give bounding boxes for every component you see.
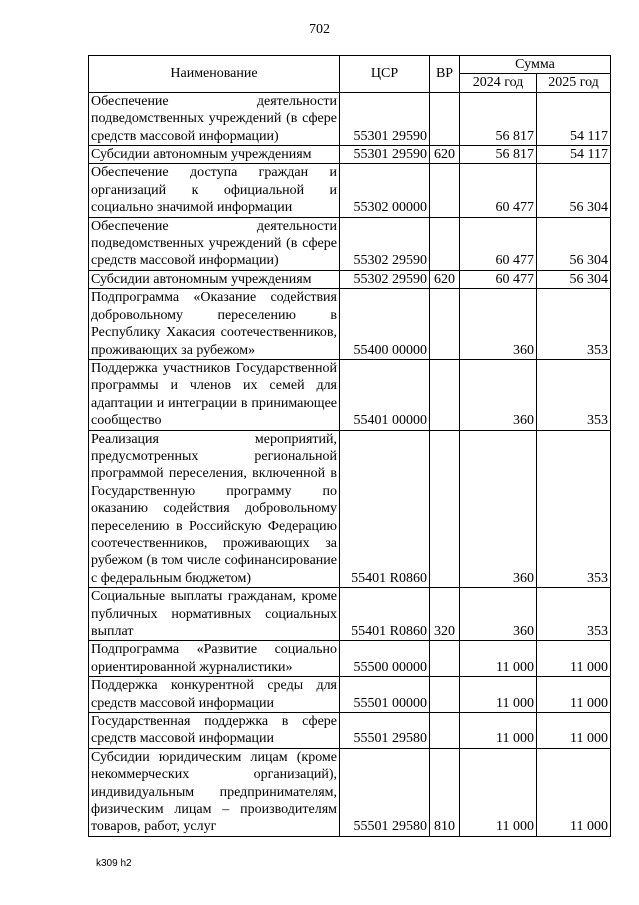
row-vr	[430, 430, 460, 588]
row-name: Подпрограмма «Оказание содействия добровольному переселению в Республику Хакасия соотечественников, проживающих за рубежом»	[89, 289, 340, 360]
table-row	[89, 588, 611, 641]
row-sum-2025: 11 000	[537, 641, 611, 677]
table-row	[89, 359, 611, 430]
row-name: Подпрограмма «Развитие социально ориентированной журналистики»	[89, 641, 340, 677]
header-vr: ВР	[430, 56, 460, 93]
row-vr: 320	[430, 588, 460, 641]
row-vr	[430, 164, 460, 217]
budget-table	[88, 55, 611, 837]
row-sum-2024: 60 477	[460, 164, 537, 217]
row-sum-2025: 56 304	[537, 217, 611, 270]
row-name: Поддержка участников Государственной программы и членов их семей для адаптации и интеграции в принимающее сообщество	[89, 359, 340, 430]
row-sum-2024: 11 000	[460, 748, 537, 836]
table-row	[89, 164, 611, 217]
row-csr: 55401 R0860	[340, 430, 430, 588]
table-row	[89, 748, 611, 836]
page-number: 702	[309, 22, 330, 37]
row-sum-2024: 60 477	[460, 217, 537, 270]
row-sum-2025: 353	[537, 289, 611, 360]
table-row	[89, 217, 611, 270]
row-name: Поддержка конкурентной среды для средств массовой информации	[89, 677, 340, 713]
header-name: Наименование	[89, 56, 340, 93]
row-sum-2025: 56 304	[537, 164, 611, 217]
row-name: Социальные выплаты гражданам, кроме публичных нормативных социальных выплат	[89, 588, 340, 641]
row-sum-2025: 353	[537, 588, 611, 641]
row-name: Обеспечение доступа граждан и организаций к официальной и социально значимой информации	[89, 164, 340, 217]
table-row	[89, 270, 611, 288]
row-sum-2025: 54 117	[537, 92, 611, 145]
table-row	[89, 289, 611, 360]
row-sum-2024: 11 000	[460, 641, 537, 677]
row-sum-2025: 11 000	[537, 713, 611, 749]
header-csr: ЦСР	[340, 56, 430, 93]
row-csr: 55302 29590	[340, 270, 430, 288]
table-row	[89, 641, 611, 677]
row-csr: 55400 00000	[340, 289, 430, 360]
header-year-2024: 2024 год	[460, 74, 537, 92]
row-name: Обеспечение деятельности подведомственных учреждений (в сфере средств массовой информации)	[89, 92, 340, 145]
row-csr: 55401 R0860	[340, 588, 430, 641]
row-csr: 55301 29590	[340, 92, 430, 145]
row-vr	[430, 677, 460, 713]
table-row	[89, 430, 611, 588]
row-sum-2024: 360	[460, 359, 537, 430]
row-sum-2025: 54 117	[537, 146, 611, 164]
row-vr: 620	[430, 146, 460, 164]
row-sum-2024: 60 477	[460, 270, 537, 288]
row-csr: 55302 29590	[340, 217, 430, 270]
row-name: Субсидии автономным учреждениям	[89, 146, 340, 164]
row-sum-2025: 11 000	[537, 748, 611, 836]
row-sum-2024: 56 817	[460, 146, 537, 164]
row-sum-2024: 360	[460, 430, 537, 588]
row-sum-2024: 360	[460, 588, 537, 641]
header-sum: Сумма	[460, 56, 611, 74]
row-csr: 55501 00000	[340, 677, 430, 713]
table-row	[89, 677, 611, 713]
row-vr	[430, 713, 460, 749]
table-row	[89, 146, 611, 164]
row-vr	[430, 641, 460, 677]
row-vr	[430, 289, 460, 360]
row-sum-2025: 11 000	[537, 677, 611, 713]
row-name: Реализация мероприятий, предусмотренных региональной программой переселения, включенной в Государственную программу по оказанию содействия добровольному переселению в Российскую Федерацию соотечественников, проживающих за рубежом (в том числе софинансирование с федеральным бюджетом)	[89, 430, 340, 588]
row-csr: 55501 29580	[340, 713, 430, 749]
row-sum-2025: 353	[537, 430, 611, 588]
row-sum-2024: 11 000	[460, 713, 537, 749]
header-year-2025: 2025 год	[537, 74, 611, 92]
row-name: Субсидии юридическим лицам (кроме некоммерческих организаций), индивидуальным предпринимателям, физическим лицам – производителям товаров, работ, услуг	[89, 748, 340, 836]
row-name: Субсидии автономным учреждениям	[89, 270, 340, 288]
row-sum-2025: 56 304	[537, 270, 611, 288]
row-sum-2025: 353	[537, 359, 611, 430]
row-name: Обеспечение деятельности подведомственных учреждений (в сфере средств массовой информации)	[89, 217, 340, 270]
row-sum-2024: 360	[460, 289, 537, 360]
row-csr: 55501 29580	[340, 748, 430, 836]
footer-code: k309 h2	[96, 858, 132, 869]
row-vr: 810	[430, 748, 460, 836]
table-row	[89, 713, 611, 749]
table-row	[89, 92, 611, 145]
row-name: Государственная поддержка в сфере средств массовой информации	[89, 713, 340, 749]
row-vr	[430, 92, 460, 145]
row-csr: 55301 29590	[340, 146, 430, 164]
row-csr: 55500 00000	[340, 641, 430, 677]
row-sum-2024: 56 817	[460, 92, 537, 145]
row-vr	[430, 217, 460, 270]
row-csr: 55401 00000	[340, 359, 430, 430]
header-row	[89, 56, 611, 74]
row-csr: 55302 00000	[340, 164, 430, 217]
row-sum-2024: 11 000	[460, 677, 537, 713]
row-vr	[430, 359, 460, 430]
row-vr: 620	[430, 270, 460, 288]
